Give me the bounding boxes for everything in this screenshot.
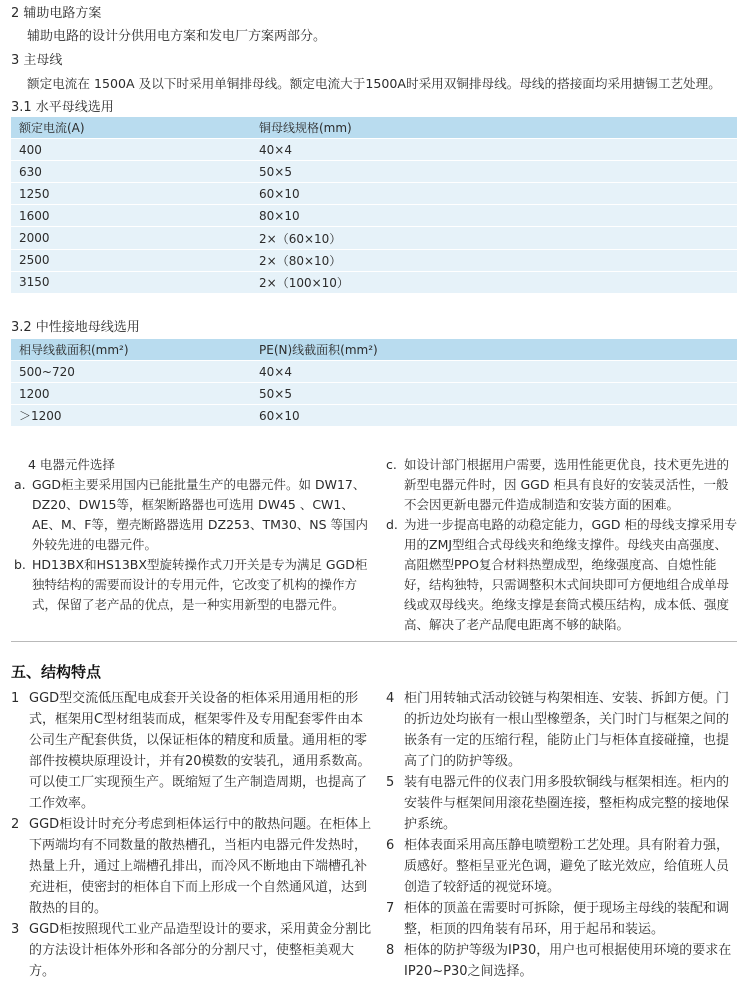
table-cell: 50×5 xyxy=(251,383,737,405)
item-number: 6 xyxy=(386,838,395,853)
table-cell: 1250 xyxy=(11,183,251,205)
table-cell: 3150 xyxy=(11,271,251,293)
section-4-left-column xyxy=(14,455,369,615)
section-5-title: 五、结构特点 xyxy=(11,663,102,681)
table-cell: 40×4 xyxy=(251,139,737,161)
table-cell: ＞1200 xyxy=(11,405,251,427)
table-row xyxy=(11,183,737,205)
table-header-row xyxy=(11,339,737,361)
section-4-right-column xyxy=(386,455,738,635)
table-row xyxy=(11,205,737,227)
list-item xyxy=(11,919,373,982)
section-2-text: 辅助电路的设计分供用电方案和发电厂方案两部分。 xyxy=(27,29,327,44)
item-text: GGD型交流低压配电成套开关设备的柜体采用通用柜的形式，框架用C型材组装而成，框架零件及专用配套零件由本公司生产配套供货，以保证柜体的精度和质量。通用柜的零部件按模块原理设计，并有20模数的安装孔，通用系数高。可以使工厂实现预生产。既缩短了生产制造周期，也提高了工作效率。 xyxy=(29,691,371,811)
item-text: 装有电器元件的仪表门用多股软铜线与框架相连。柜内的安装件与框架间用滚花垫圈连接，整柜构成完整的接地保护系统。 xyxy=(404,775,730,832)
item-number: 1 xyxy=(11,691,20,706)
item-text: GGD柜按照现代工业产品造型设计的要求，采用黄金分割比的方法设计柜体外形和各部分的分割尺寸，使整柜美观大方。 xyxy=(29,922,372,979)
table-row xyxy=(11,405,737,427)
table-cell: 40×4 xyxy=(251,361,737,383)
item-text: GGD柜主要采用国内已能批量生产的电器元件。如 DW17、DZ20、DW15等，框架断路器也可选用 DW45 、CW1、AE、M、F等，塑壳断路器选用 DZ253、TM30、NS 等国内外较先进的电器元件。 xyxy=(32,477,369,552)
item-number: d. xyxy=(386,517,398,532)
table-row xyxy=(11,271,737,293)
item-number: 4 xyxy=(386,691,395,706)
busbar-table xyxy=(11,117,737,294)
list-item xyxy=(386,688,738,772)
table-cell: 2×（100×10） xyxy=(251,271,737,293)
item-text: 柜体表面采用高压静电喷塑粉工艺处理。具有附着力强，质感好。整柜呈亚光色调，避免了眩光效应，给值班人员创造了较舒适的视觉环境。 xyxy=(404,838,730,895)
list-item xyxy=(386,835,738,898)
table-header-cell: 铜母线规格(mm) xyxy=(251,117,737,139)
item-number: c. xyxy=(386,457,397,472)
list-item xyxy=(386,455,738,515)
table-cell: 2×（60×10） xyxy=(251,227,737,249)
section-5-left-column xyxy=(11,688,373,982)
table-cell: 500~720 xyxy=(11,361,251,383)
item-number: 2 xyxy=(11,817,20,832)
list-item xyxy=(386,898,738,940)
table-row xyxy=(11,227,737,249)
list-item xyxy=(14,555,369,615)
table-row xyxy=(11,139,737,161)
section-2-title: 2 辅助电路方案 xyxy=(11,6,102,21)
item-text: 柜体的顶盖在需要时可拆除，便于现场主母线的装配和调整，柜顶的四角装有吊环，用于起吊和装运。 xyxy=(404,901,730,937)
table-cell: 60×10 xyxy=(251,405,737,427)
section-3-title: 3 主母线 xyxy=(11,53,63,68)
item-number: 7 xyxy=(386,901,395,916)
table-header-cell: 相导线截面积(mm²) xyxy=(11,339,251,361)
table-cell: 400 xyxy=(11,139,251,161)
item-number: 5 xyxy=(386,775,395,790)
item-text: GGD柜设计时充分考虑到柜体运行中的散热问题。在柜体上下两端均有不同数量的散热槽孔，当柜内电器元件发热时，热量上升，通过上端槽孔排出，而冷风不断地由下端槽孔补充进柜，使密封的柜体自下而上形成一个自然通风道，达到散热的目的。 xyxy=(29,817,372,916)
item-text: 柜体的防护等级为IP30，用户也可根据使用环境的要求在IP20~P30之间选择。 xyxy=(404,943,732,979)
table-cell: 2000 xyxy=(11,227,251,249)
list-item xyxy=(14,475,369,555)
table-row xyxy=(11,161,737,183)
table-cell: 1600 xyxy=(11,205,251,227)
neutral-busbar-table xyxy=(11,339,737,427)
table-row xyxy=(11,361,737,383)
section-4-title: 4 电器元件选择 xyxy=(28,457,115,472)
table-cell: 2×（80×10） xyxy=(251,249,737,271)
item-text: HD13BX和HS13BX型旋转操作式刀开关是专为满足 GGD柜独特结构的需要而设计的专用元件，它改变了机构的操作方式，保留了老产品的优点，是一种实用新型的电器元件。 xyxy=(32,557,368,612)
item-number: 3 xyxy=(11,922,20,937)
table-row xyxy=(11,383,737,405)
table-row xyxy=(11,249,737,271)
table-cell: 1200 xyxy=(11,383,251,405)
table-cell: 80×10 xyxy=(251,205,737,227)
table-cell: 630 xyxy=(11,161,251,183)
table-cell: 60×10 xyxy=(251,183,737,205)
item-text: 柜门用转轴式活动铰链与构架相连、安装、拆卸方便。门的折边处均嵌有一根山型橡塑条，关门时门与框架之间的嵌条有一定的压缩行程，能防止门与柜体直接碰撞，也提高了门的防护等级。 xyxy=(404,691,730,769)
item-text: 如设计部门根据用户需要，选用性能更优良，技术更先进的新型电器元件时，因 GGD 柜具有良好的安装灵活性，一般不会因更新电器元件造成制造和安装方面的困难。 xyxy=(404,457,730,512)
item-number: b. xyxy=(14,557,26,572)
item-number: a. xyxy=(14,477,26,492)
list-item xyxy=(386,940,738,982)
table-header-cell: 额定电流(A) xyxy=(11,117,251,139)
item-text: 为进一步提高电路的动稳定能力，GGD 柜的母线支撑采用专用的ZMJ型组合式母线夹和绝缘支撑件。母线夹由高强度、高阻燃型PPO复合材料热塑成型，绝缘强度高、自熄性能好，结构独特，只需调整积木式间块即可方便地组合成单母线或双母线夹。绝缘支撑是套筒式模压结构，成本低、强度高、解决了老产品爬电距离不够的缺陷。 xyxy=(404,517,737,632)
section-divider xyxy=(11,641,737,642)
list-item xyxy=(386,515,738,635)
list-item xyxy=(11,814,373,919)
section-3-1-title: 3.1 水平母线选用 xyxy=(11,100,114,115)
table-cell: 2500 xyxy=(11,249,251,271)
section-3-2-title: 3.2 中性接地母线选用 xyxy=(11,320,140,335)
section-5-right-column xyxy=(386,688,738,982)
section-3-text: 额定电流在 1500A 及以下时采用单铜排母线。额定电流大于1500A时采用双铜排母线。母线的搭接面均采用搪锡工艺处理。 xyxy=(27,76,721,91)
list-item xyxy=(386,772,738,835)
item-number: 8 xyxy=(386,943,395,958)
list-item xyxy=(11,688,373,814)
table-cell: 50×5 xyxy=(251,161,737,183)
table-header-row xyxy=(11,117,737,139)
table-header-cell: PE(N)线截面积(mm²) xyxy=(251,339,737,361)
